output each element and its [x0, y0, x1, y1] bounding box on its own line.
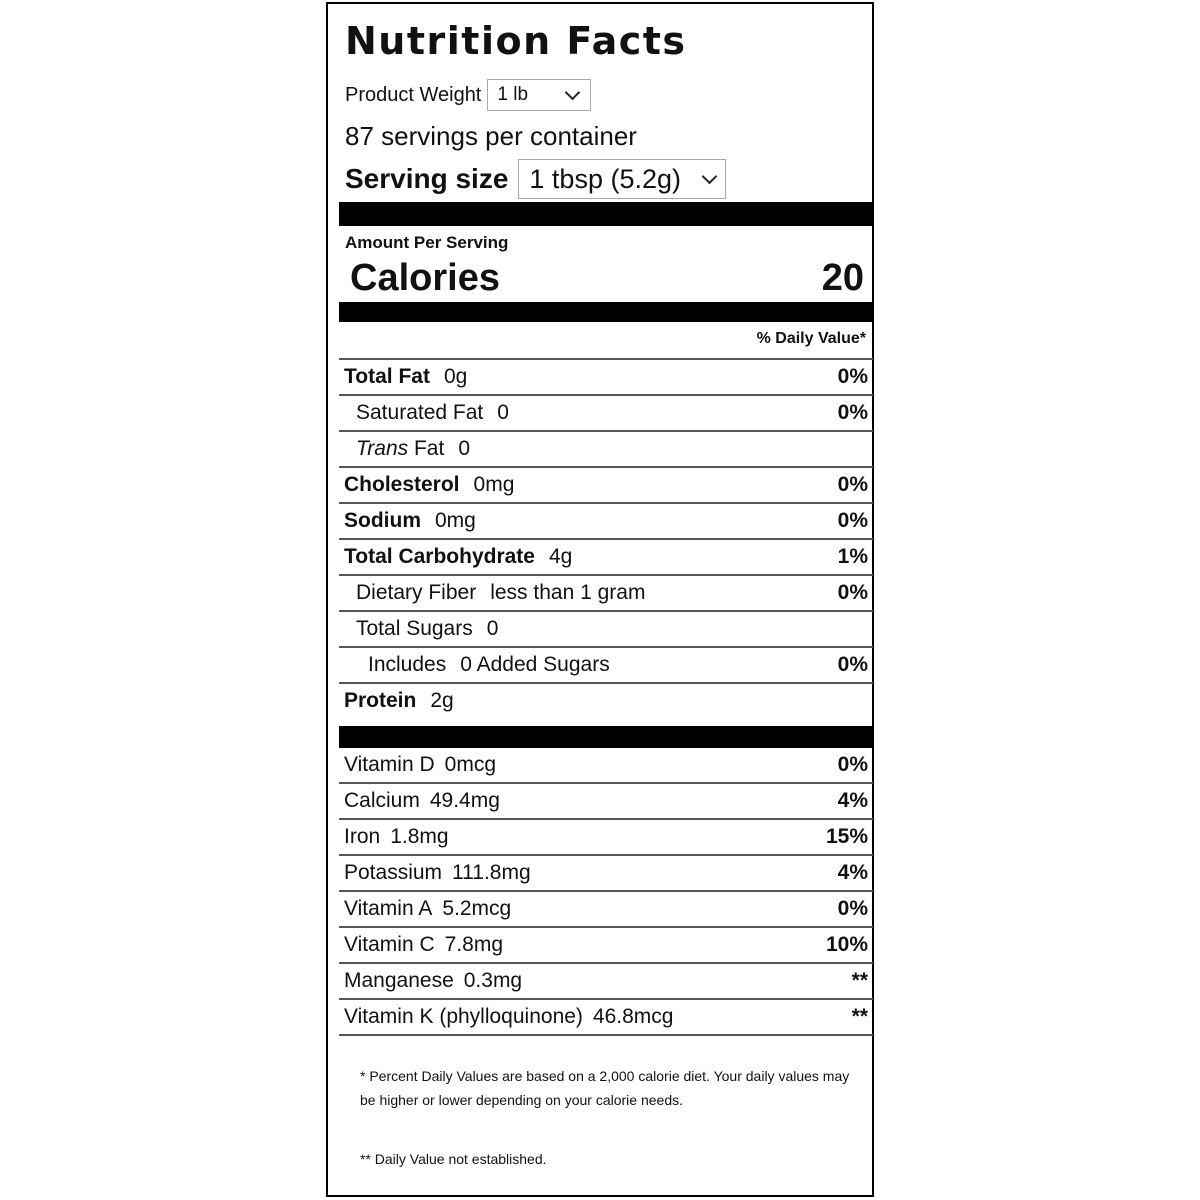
vitamin-name: Vitamin C	[344, 933, 435, 956]
nutrient-row-cholesterol	[339, 466, 873, 502]
nutrient-amount: 4g	[548, 545, 573, 568]
vitamin-amount: 7.8mg	[444, 933, 504, 956]
vitamin-row-potassium	[339, 856, 873, 892]
nutrient-name: Fat	[413, 437, 445, 460]
vitamin-dv: **	[851, 1005, 868, 1028]
nutrient-amount: less than 1 gram	[490, 581, 646, 604]
nutrient-name: Sodium	[344, 509, 421, 532]
vitamin-row-vitamin-c	[339, 928, 873, 964]
vitamin-dv: **	[851, 969, 868, 992]
vitamin-dv: 4%	[837, 789, 868, 812]
nutrient-name: Cholesterol	[344, 473, 460, 496]
nutrient-row-dietary-fiber	[339, 574, 873, 610]
nutrient-dv: 0%	[837, 653, 868, 676]
nutrient-dv: 0%	[837, 581, 868, 604]
vitamin-row-vitamin-a	[339, 892, 873, 928]
nutrient-suffix: Added Sugars	[476, 653, 610, 676]
vitamin-amount: 49.4mg	[429, 789, 500, 812]
serving-size-row	[345, 158, 726, 200]
vitamin-amount: 0mcg	[444, 753, 497, 776]
nutrient-dv: 0%	[837, 365, 868, 388]
nutrient-row-saturated-fat	[339, 394, 873, 430]
vitamin-row-calcium	[339, 784, 873, 820]
nutrient-name: Dietary Fiber	[356, 581, 477, 604]
product-weight-row	[345, 79, 591, 111]
vitamin-row-vitamin-k	[339, 1000, 873, 1036]
thick-divider	[339, 302, 873, 322]
footnote-daily-values: * Percent Daily Values are based on a 2,000 calorie diet. Your daily values may be higher or lower depending on your calorie needs.	[360, 1068, 850, 1108]
vitamin-name: Iron	[344, 825, 381, 848]
product-weight-label: Product Weight	[345, 83, 482, 106]
vitamin-amount: 46.8mcg	[592, 1005, 674, 1028]
calories-row	[350, 256, 864, 300]
nutrient-name-italic: Trans	[356, 437, 409, 460]
vitamin-row-vitamin-d	[339, 748, 873, 784]
nutrient-dv: 0%	[837, 473, 868, 496]
amount-per-serving: Amount Per Serving	[345, 233, 509, 252]
vitamin-name: Manganese	[344, 969, 454, 992]
vitamin-amount: 1.8mg	[390, 825, 449, 848]
nutrient-name: Total Sugars	[356, 617, 473, 640]
nutrient-name: Saturated Fat	[356, 401, 484, 424]
vitamin-amount: 5.2mcg	[442, 897, 512, 920]
nutrient-dv: 0%	[837, 401, 868, 424]
vitamin-row-iron	[339, 820, 873, 856]
nutrient-row-total-carbohydrate	[339, 538, 873, 574]
chevron-down-icon	[565, 85, 581, 101]
vitamin-dv: 10%	[825, 933, 868, 956]
nutrient-dv: 1%	[837, 545, 868, 568]
nutrient-amount: 0	[458, 437, 470, 460]
vitamin-dv: 15%	[825, 825, 868, 848]
chevron-down-icon	[702, 169, 718, 185]
vitamin-name: Vitamin A	[344, 897, 433, 920]
vitamin-dv: 0%	[837, 753, 868, 776]
daily-value-header: % Daily Value*	[756, 330, 866, 347]
nutrient-amount: 0g	[443, 365, 468, 388]
thick-divider	[339, 202, 873, 226]
nutrient-name: Protein	[344, 689, 417, 712]
nutrient-name: Total Fat	[344, 365, 430, 388]
vitamin-dv: 4%	[837, 861, 868, 884]
serving-size-label: Serving size	[345, 163, 509, 194]
nutrient-name: Includes	[368, 653, 447, 676]
calories-label: Calories	[350, 256, 500, 299]
nutrient-row-trans-fat	[339, 430, 873, 466]
nutrient-row-total-fat	[339, 358, 873, 394]
nutrient-amount: 0	[497, 401, 509, 424]
thick-divider	[339, 726, 873, 748]
nutrient-row-total-sugars	[339, 610, 873, 646]
product-weight-select[interactable]	[487, 79, 591, 111]
nutrient-row-added-sugars	[339, 646, 873, 682]
calories-value: 20	[821, 256, 864, 299]
vitamin-row-manganese	[339, 964, 873, 1000]
nutrient-amount: 0	[460, 653, 472, 676]
vitamin-name: Calcium	[344, 789, 420, 812]
vitamin-name: Vitamin K (phylloquinone)	[344, 1005, 583, 1028]
nutrient-name: Total Carbohydrate	[344, 545, 535, 568]
nutrition-facts-label	[326, 2, 874, 1197]
vitamin-name: Potassium	[344, 861, 443, 884]
nutrient-amount: 0mg	[473, 473, 515, 496]
vitamin-list	[339, 748, 873, 1036]
vitamin-name: Vitamin D	[344, 753, 435, 776]
vitamin-amount: 111.8mg	[452, 861, 531, 884]
nutrient-row-sodium	[339, 502, 873, 538]
vitamin-amount: 0.3mg	[463, 969, 523, 992]
product-weight-value: 1 lb	[497, 84, 529, 105]
nutrient-amount: 0mg	[435, 509, 476, 532]
serving-size-select[interactable]	[518, 159, 726, 199]
nutrient-row-protein	[339, 682, 873, 718]
nutrient-dv: 0%	[837, 509, 868, 532]
label-title: Nutrition Facts	[345, 19, 687, 63]
serving-size-value: 1 tbsp (5.2g)	[529, 163, 681, 194]
vitamin-dv: 0%	[837, 897, 868, 920]
nutrient-amount: 0	[486, 617, 499, 640]
servings-per-container: 87 servings per container	[345, 121, 637, 151]
footnote-not-established: ** Daily Value not established.	[360, 1151, 547, 1167]
nutrient-amount: 2g	[430, 689, 454, 712]
nutrient-list	[339, 358, 873, 718]
